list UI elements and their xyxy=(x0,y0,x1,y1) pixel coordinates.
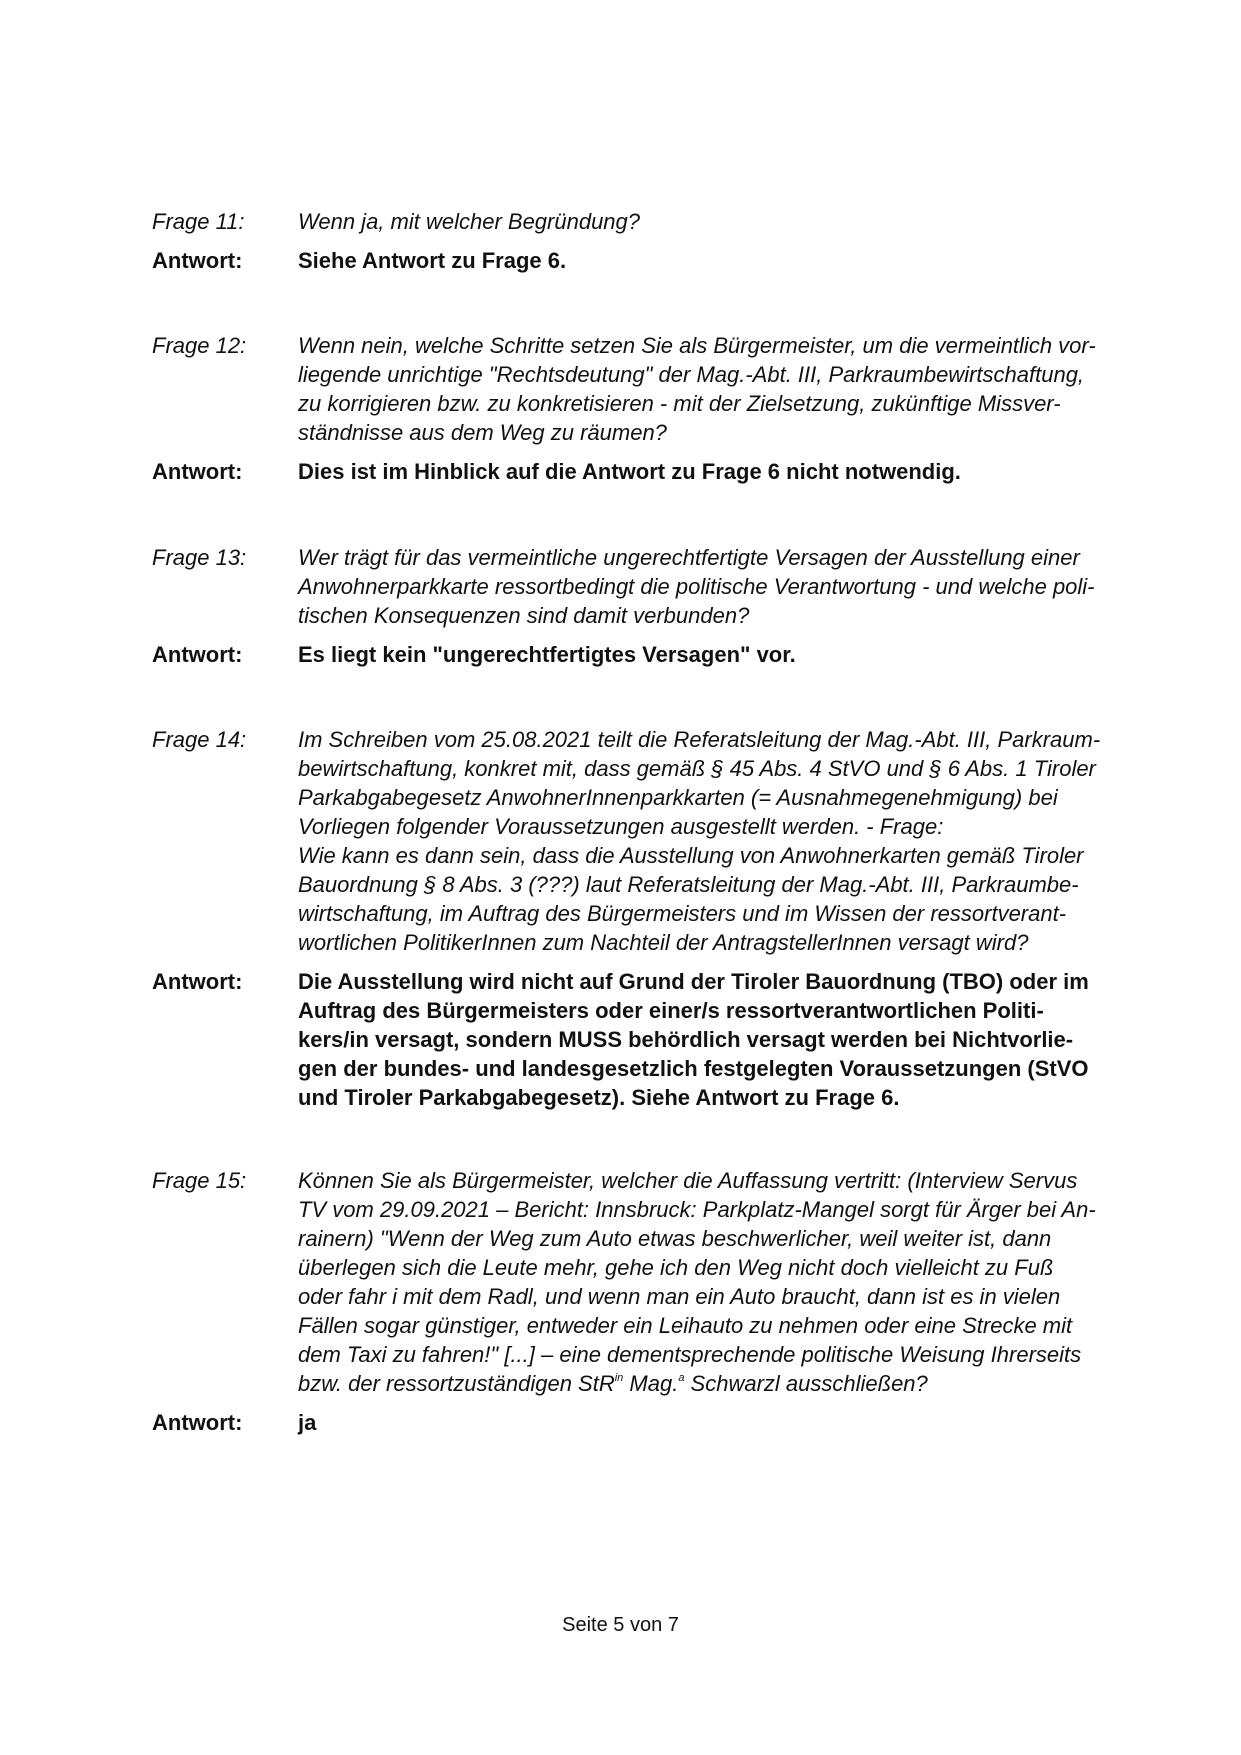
answer-row xyxy=(152,640,1142,669)
answer-label: Antwort: xyxy=(152,1410,243,1435)
answer-line: und Tiroler Parkabgabegesetz). Siehe Antwort zu Frage 6. xyxy=(298,1085,900,1110)
question-line: liegende unrichtige "Rechtsdeutung" der Mag.-Abt. III, Parkraumbewirtschaftung, xyxy=(298,362,1085,387)
answer-line: Siehe Antwort zu Frage 6. xyxy=(298,248,567,273)
question-line: rainern) "Wenn der Weg zum Auto etwas beschwerlicher, weil weiter ist, dann xyxy=(298,1226,1052,1251)
answer-label: Antwort: xyxy=(152,642,243,667)
question-line: dem Taxi zu fahren!" [...] – eine dementsprechende politische Weisung Ihrerseits xyxy=(298,1342,1082,1367)
question-label: Frage 13: xyxy=(152,545,247,570)
question-line: überlegen sich die Leute mehr, gehe ich den Weg nicht doch vielleicht zu Fuß xyxy=(298,1255,1054,1280)
answer-text xyxy=(298,457,1140,486)
question-line: Bauordnung § 8 Abs. 3 (???) laut Referatsleitung der Mag.-Abt. III, Parkraumbe- xyxy=(298,872,1079,897)
answer-row xyxy=(152,246,1142,275)
answer-line: kers/in versagt, sondern MUSS behördlich versagt werden bei Nichtvorlie- xyxy=(298,1027,1074,1052)
answer-line: Es liegt kein "ungerechtfertigtes Versagen" vor. xyxy=(298,642,796,667)
question-line: ständnisse aus dem Weg zu räumen? xyxy=(298,420,667,445)
answer-label: Antwort: xyxy=(152,248,243,273)
question-block-14 xyxy=(152,725,1142,1112)
answer-text xyxy=(298,967,1140,1112)
answer-text xyxy=(298,640,1140,669)
question-line: wortlichen PolitikerInnen zum Nachteil der AntragstellerInnen versagt wird? xyxy=(298,930,1029,955)
question-text xyxy=(298,207,1140,236)
text-run: Schwarzl ausschließen? xyxy=(684,1371,928,1396)
answer-row xyxy=(152,967,1142,1112)
page-number: Seite 5 von 7 xyxy=(562,1614,679,1636)
question-line: wirtschaftung, im Auftrag des Bürgermeisters und im Wissen der ressortverant- xyxy=(298,901,1067,926)
answer-line: Dies ist im Hinblick auf die Antwort zu Frage 6 nicht notwendig. xyxy=(298,459,961,484)
question-line: Im Schreiben vom 25.08.2021 teilt die Referatsleitung der Mag.-Abt. III, Parkraum- xyxy=(298,727,1101,752)
question-block-12 xyxy=(152,331,1142,486)
superscript-a: a xyxy=(678,1371,685,1384)
answer-line: gen der bundes- und landesgesetzlich festgelegten Voraussetzungen (StVO xyxy=(298,1056,1089,1081)
question-row xyxy=(152,543,1142,630)
answer-row xyxy=(152,1408,1142,1437)
question-text xyxy=(298,725,1140,957)
answer-line: ja xyxy=(298,1410,317,1435)
question-line: Wenn nein, welche Schritte setzen Sie als Bürgermeister, um die vermeintlich vor- xyxy=(298,333,1096,358)
question-text xyxy=(298,543,1140,630)
question-block-13 xyxy=(152,543,1142,669)
text-run: bzw. der ressortzuständigen StR xyxy=(298,1371,615,1396)
question-row xyxy=(152,331,1142,447)
question-line: Wie kann es dann sein, dass die Ausstellung von Anwohnerkarten gemäß Tiroler xyxy=(298,843,1084,868)
question-line: Anwohnerparkkarte ressortbedingt die politische Verantwortung - und welche poli- xyxy=(298,574,1095,599)
question-label: Frage 12: xyxy=(152,333,247,358)
question-text xyxy=(298,331,1140,447)
answer-line: Auftrag des Bürgermeisters oder einer/s ressortverantwortlichen Politi- xyxy=(298,998,1044,1023)
question-row xyxy=(152,207,1142,236)
question-block-15 xyxy=(152,1166,1142,1437)
question-label: Frage 14: xyxy=(152,727,247,752)
question-line: TV vom 29.09.2021 – Bericht: Innsbruck: Parkplatz-Mangel sorgt für Ärger bei An- xyxy=(298,1197,1096,1222)
question-line: Wer trägt für das vermeintliche ungerechtfertigte Versagen der Ausstellung einer xyxy=(298,545,1080,570)
answer-row xyxy=(152,457,1142,486)
question-row xyxy=(152,1166,1142,1398)
question-line: tischen Konsequenzen sind damit verbunden? xyxy=(298,603,750,628)
answer-label: Antwort: xyxy=(152,969,243,994)
question-label: Frage 15: xyxy=(152,1168,247,1193)
text-run: Mag. xyxy=(623,1371,679,1396)
answer-line: Die Ausstellung wird nicht auf Grund der Tiroler Bauordnung (TBO) oder im xyxy=(298,969,1089,994)
answer-label: Antwort: xyxy=(152,459,243,484)
question-row xyxy=(152,725,1142,957)
question-label: Frage 11: xyxy=(152,209,245,234)
answer-text xyxy=(298,1408,1140,1437)
question-line: oder fahr i mit dem Radl, und wenn man ein Auto braucht, dann ist es in vielen xyxy=(298,1284,1061,1309)
answer-text xyxy=(298,246,1140,275)
question-line: bewirtschaftung, konkret mit, dass gemäß § 45 Abs. 4 StVO und § 6 Abs. 1 Tiroler xyxy=(298,756,1096,781)
superscript-in: in xyxy=(614,1371,624,1384)
question-line-last xyxy=(298,1369,1140,1398)
question-line: Können Sie als Bürgermeister, welcher die Auffassung vertritt: (Interview Servus xyxy=(298,1168,1078,1193)
question-block-11 xyxy=(152,207,1142,275)
question-line: zu korrigieren bzw. zu konkretisieren - mit der Zielsetzung, zukünftige Missver- xyxy=(298,391,1061,416)
question-text xyxy=(298,1166,1140,1398)
question-line: Wenn ja, mit welcher Begründung? xyxy=(298,209,641,234)
question-line: Parkabgabegesetz AnwohnerInnenparkkarten (= Ausnahmegenehmigung) bei xyxy=(298,785,1058,810)
question-line: Vorliegen folgender Voraussetzungen ausgestellt werden. - Frage: xyxy=(298,814,944,839)
question-line: Fällen sogar günstiger, entweder ein Leihauto zu nehmen oder eine Strecke mit xyxy=(298,1313,1073,1338)
